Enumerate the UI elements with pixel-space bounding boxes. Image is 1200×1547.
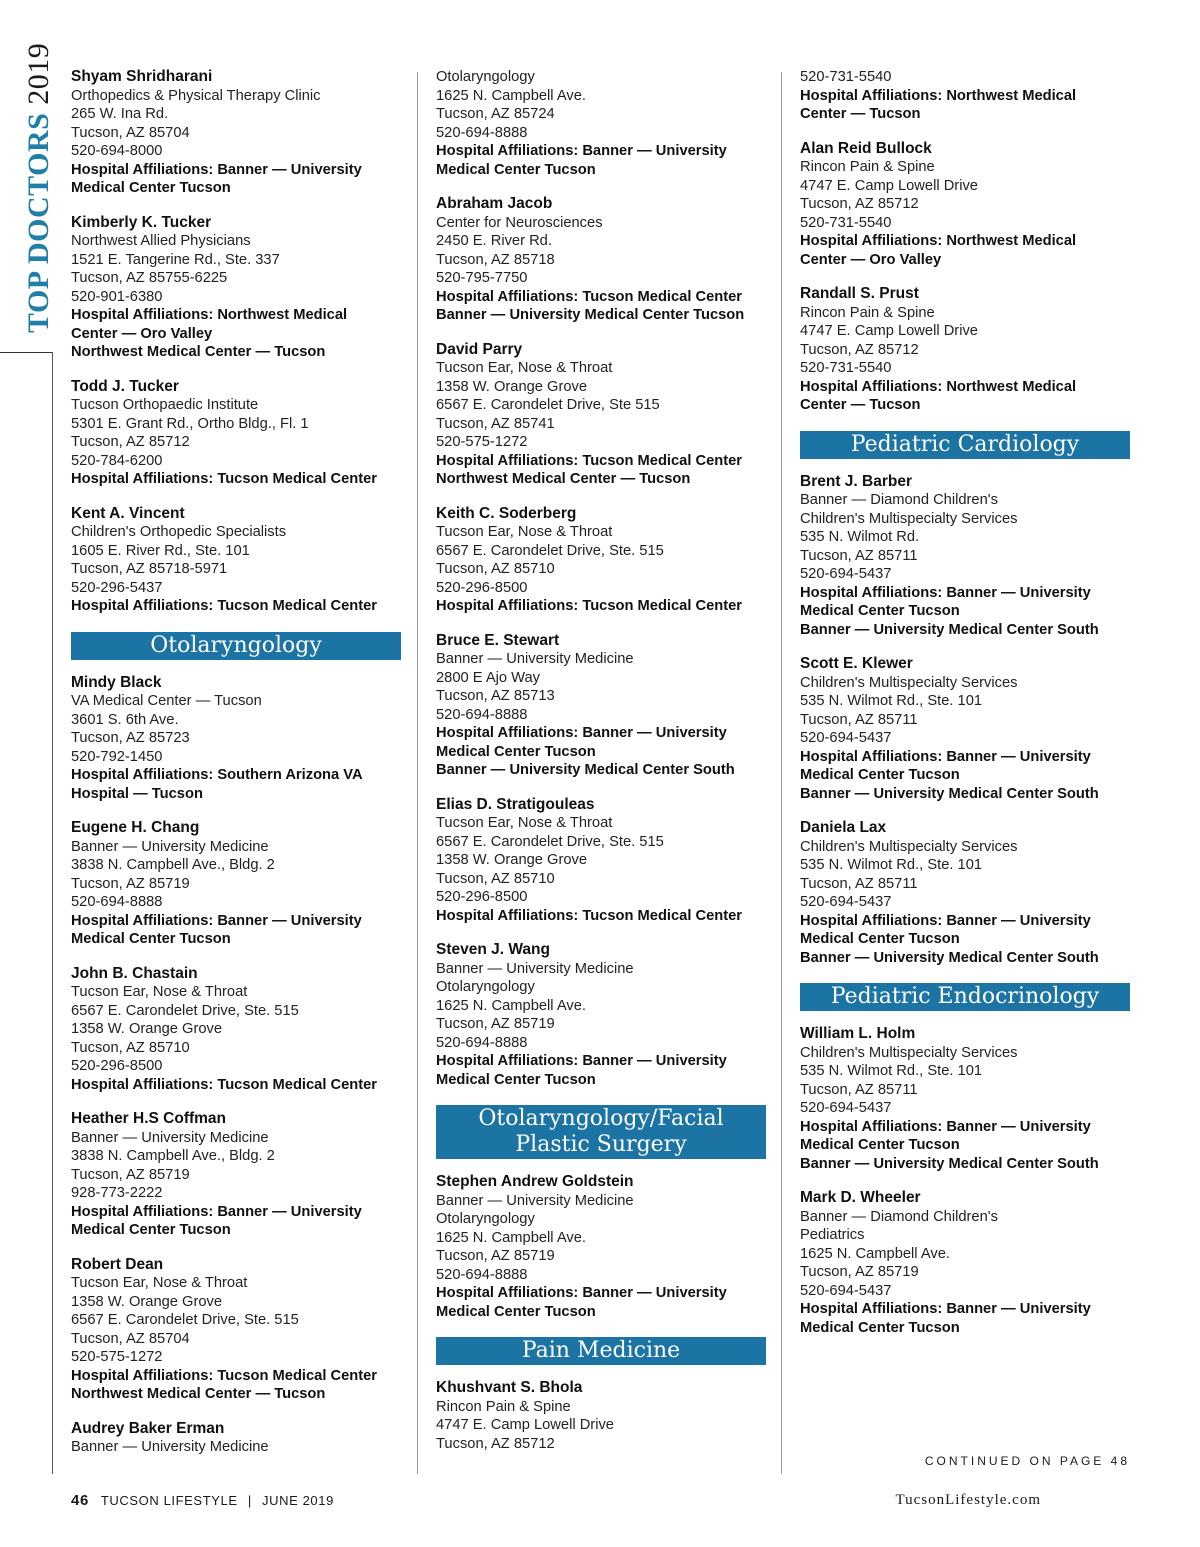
magazine-name: TUCSON LIFESTYLE — [100, 1493, 238, 1508]
doctor-name: Robert Dean — [71, 1255, 164, 1273]
hospital-affiliation: Hospital Affiliations: Banner — University — [800, 1118, 1091, 1135]
doctor-detail-line: 2450 E. River Rd. — [436, 233, 552, 249]
doctor-entry — [800, 140, 1130, 270]
doctor-detail-line: 1358 W. Orange Grove — [71, 1021, 223, 1037]
doctor-detail-line: Tucson, AZ 85719 — [436, 1016, 555, 1032]
doctor-detail-line: 520-784-6200 — [71, 452, 163, 469]
doctor-detail-line: Otolaryngology — [436, 69, 535, 85]
doctor-name: Shyam Shridharani — [71, 68, 213, 85]
hospital-affiliation: Hospital Affiliations: Tucson Medical Center — [71, 598, 378, 614]
doctor-detail-line: Rincon Pain & Spine — [800, 304, 935, 321]
hospital-affiliation: Medical Center Tucson — [800, 603, 960, 619]
doctor-detail-line: 3601 S. 6th Ave. — [71, 711, 179, 728]
doctor-detail-line: 6567 E. Carondelet Drive, Ste. 515 — [71, 1312, 299, 1328]
doctor-detail-line: Banner — Diamond Children's — [800, 492, 998, 508]
doctor-detail-line: 1358 W. Orange Grove — [71, 1293, 223, 1310]
doctor-detail-line: Banner — University Medicine — [71, 1129, 269, 1146]
doctor-name: Eugene H. Chang — [71, 819, 200, 836]
doctor-detail-line: 520-731-5540 — [800, 214, 892, 231]
doctor-detail-line: 6567 E. Carondelet Drive, Ste. 515 — [436, 542, 664, 559]
doctor-entry — [71, 1110, 401, 1240]
hospital-affiliation: Hospital Affiliations: Tucson Medical Center — [436, 288, 743, 305]
doctor-name: Stephen Andrew Goldstein — [436, 1173, 634, 1190]
side-title-year: 2019 — [22, 42, 55, 105]
column-divider — [781, 72, 782, 1474]
doctor-detail-line: Children's Multispecialty Services — [800, 510, 1018, 527]
doctor-entry — [800, 655, 1130, 803]
doctor-name: Randall S. Prust — [800, 285, 919, 302]
doctor-detail-line: 535 N. Wilmot Rd., Ste. 101 — [800, 1063, 983, 1079]
doctor-detail-line: 520-296-8500 — [436, 579, 528, 596]
hospital-affiliation: Hospital Affiliations: Northwest Medical — [71, 307, 348, 323]
footer-folio — [71, 1492, 334, 1509]
doctor-detail-line: 535 N. Wilmot Rd., Ste. 101 — [800, 693, 983, 709]
doctor-name: Heather H.S Coffman — [71, 1110, 227, 1127]
hospital-affiliation: Hospital Affiliations: Northwest Medical — [800, 378, 1077, 395]
doctor-name: Scott E. Klewer — [800, 655, 913, 672]
doctor-entry — [436, 505, 766, 616]
doctor-detail-line: 520-731-5540 — [800, 360, 892, 376]
doctor-detail-line: Tucson Ear, Nose & Throat — [71, 984, 248, 1000]
doctor-detail-line: Tucson, AZ 85710 — [71, 1039, 190, 1056]
doctor-detail-line: 520-694-8888 — [436, 1034, 528, 1051]
side-title — [21, 43, 57, 333]
doctor-detail-line: 520-792-1450 — [71, 748, 163, 765]
hospital-affiliation: Medical Center Tucson — [800, 767, 960, 783]
doctor-detail-line: 1625 N. Campbell Ave. — [800, 1245, 950, 1262]
doctor-detail-line: Children's Multispecialty Services — [800, 1044, 1018, 1061]
hospital-affiliation: Banner — University Medical Center South — [800, 949, 1099, 966]
doctor-detail-line: 2800 E Ajo Way — [436, 669, 540, 686]
doctor-detail-line: 520-694-8888 — [436, 706, 528, 723]
hospital-affiliation: Hospital Affiliations: Tucson Medical Center — [71, 471, 378, 487]
hospital-affiliation: Center — Tucson — [800, 106, 921, 122]
hospital-affiliation: Medical Center Tucson — [800, 1319, 960, 1336]
hospital-affiliation: Hospital Affiliations: Banner — University — [436, 1053, 727, 1069]
doctor-detail-line: 520-694-8888 — [436, 124, 528, 141]
doctor-name: Abraham Jacob — [436, 195, 553, 212]
side-divider — [52, 352, 53, 1474]
column-divider — [417, 72, 418, 1474]
hospital-affiliation: Medical Center Tucson — [800, 1137, 960, 1153]
doctor-detail-line: 520-731-5540 — [800, 69, 892, 85]
doctor-detail-line: Tucson, AZ 85711 — [800, 711, 918, 728]
doctor-name: Daniela Lax — [800, 819, 887, 836]
doctor-detail-line: Orthopedics & Physical Therapy Clinic — [71, 87, 321, 104]
doctor-detail-line: 6567 E. Carondelet Drive, Ste. 515 — [71, 1002, 299, 1019]
hospital-affiliation: Hospital Affiliations: Northwest Medical — [800, 87, 1077, 104]
doctor-detail-line: Tucson, AZ 85710 — [436, 561, 555, 577]
section-title-line: Pediatric Endocrinology — [830, 984, 1100, 1009]
doctor-name: Keith C. Soderberg — [436, 504, 577, 522]
doctor-detail-line: 520-694-5437 — [800, 730, 892, 746]
doctor-name: Elias D. Stratigouleas — [436, 795, 595, 813]
hospital-affiliation: Hospital Affiliations: Banner — University — [71, 161, 362, 178]
doctor-detail-line: Banner — University Medicine — [436, 651, 634, 667]
doctor-name: Steven J. Wang — [436, 941, 550, 958]
side-rule — [0, 352, 52, 353]
doctor-detail-line: 520-795-7750 — [436, 270, 528, 286]
doctor-detail-line: Banner — Diamond Children's — [800, 1208, 998, 1225]
doctor-detail-line: 520-296-8500 — [436, 889, 528, 905]
doctor-entry — [800, 819, 1130, 967]
doctor-entry — [800, 1025, 1130, 1173]
doctor-name: Bruce E. Stewart — [436, 631, 560, 649]
doctor-detail-line: 520-694-5437 — [800, 1282, 892, 1299]
doctor-detail-line: Banner — University Medicine — [71, 1439, 269, 1455]
doctor-detail-line: Otolaryngology — [436, 1211, 535, 1227]
section-header — [436, 1105, 766, 1159]
doctor-entry — [71, 965, 401, 1095]
hospital-affiliation: Medical Center Tucson — [800, 931, 960, 947]
section-title-line: Otolaryngology/Facial — [478, 1106, 724, 1131]
doctor-detail-line: 520-575-1272 — [436, 434, 528, 450]
hospital-affiliation: Medical Center Tucson — [436, 1303, 596, 1320]
doctor-detail-line: 520-575-1272 — [71, 1349, 163, 1365]
doctor-detail-line: 535 N. Wilmot Rd. — [800, 529, 920, 545]
doctor-detail-line: Tucson, AZ 85712 — [436, 1435, 555, 1452]
doctor-detail-line: Tucson, AZ 85719 — [71, 875, 190, 892]
doctor-detail-line: 520-694-8000 — [71, 143, 163, 159]
hospital-affiliation: Medical Center Tucson — [71, 1222, 231, 1238]
doctor-detail-line: 265 W. Ina Rd. — [71, 106, 169, 122]
doctor-detail-line: Otolaryngology — [436, 979, 535, 995]
doctor-entry — [800, 285, 1130, 415]
page-number: 46 — [71, 1492, 89, 1509]
section-title-line: Pediatric Cardiology — [850, 431, 1080, 457]
doctor-entry — [436, 796, 766, 926]
doctor-name: John B. Chastain — [71, 964, 198, 982]
doctor-detail-line: 1521 E. Tangerine Rd., Ste. 337 — [71, 251, 280, 268]
hospital-affiliation: Hospital Affiliations: Northwest Medical — [800, 233, 1077, 249]
doctor-detail-line: 520-694-8888 — [436, 1266, 528, 1283]
doctor-detail-line: Tucson Ear, Nose & Throat — [436, 815, 613, 831]
doctor-detail-line: 4747 E. Camp Lowell Drive — [436, 1417, 614, 1433]
hospital-affiliation: Hospital Affiliations: Tucson Medical Center — [71, 1076, 378, 1093]
doctor-detail-line: Tucson Orthopaedic Institute — [71, 397, 259, 413]
website-url: TucsonLifestyle.com — [895, 1492, 1041, 1508]
hospital-affiliation: Hospital Affiliations: Tucson Medical Center — [71, 1367, 378, 1384]
doctor-detail-line: Tucson, AZ 85712 — [800, 341, 919, 358]
doctor-name: Todd J. Tucker — [71, 377, 179, 395]
doctor-detail-line: Pediatrics — [800, 1227, 865, 1243]
doctor-detail-line: Tucson, AZ 85718-5971 — [71, 561, 228, 577]
doctor-entry — [71, 674, 401, 804]
doctor-name: Alan Reid Bullock — [800, 139, 932, 157]
doctor-entry — [71, 1256, 401, 1404]
hospital-affiliation: Center — Tucson — [800, 397, 921, 413]
hospital-affiliation: Hospital Affiliations: Banner — University — [436, 725, 727, 741]
doctor-name: Audrey Baker Erman — [71, 1419, 225, 1437]
doctor-detail-line: Banner — University Medicine — [436, 1192, 634, 1209]
hospital-affiliation: Hospital Affiliations: Banner — University — [71, 1203, 362, 1220]
doctor-entry — [436, 68, 766, 179]
column-1 — [71, 68, 401, 1473]
doctor-detail-line: 3838 N. Campbell Ave., Bldg. 2 — [71, 1148, 275, 1164]
doctor-detail-line: Banner — University Medicine — [436, 960, 634, 977]
doctor-detail-line: 5301 E. Grant Rd., Ortho Bldg., Fl. 1 — [71, 415, 309, 432]
section-header — [800, 983, 1130, 1011]
doctor-entry — [800, 68, 1130, 124]
hospital-affiliation: Hospital Affiliations: Banner — University — [800, 584, 1091, 601]
doctor-entry — [71, 1420, 401, 1457]
hospital-affiliation: Hospital Affiliations: Tucson Medical Center — [436, 907, 743, 924]
doctor-detail-line: 520-694-5437 — [800, 894, 892, 910]
doctor-detail-line: 520-694-5437 — [800, 1100, 892, 1116]
doctor-detail-line: Tucson, AZ 85741 — [436, 415, 555, 432]
doctor-detail-line: Tucson, AZ 85704 — [71, 124, 190, 141]
doctor-detail-line: Tucson Ear, Nose & Throat — [436, 524, 613, 540]
section-header — [71, 632, 401, 660]
doctor-detail-line: 535 N. Wilmot Rd., Ste. 101 — [800, 857, 983, 873]
hospital-affiliation: Banner — University Medical Center Tucson — [436, 307, 745, 323]
hospital-affiliation: Medical Center Tucson — [71, 180, 231, 196]
doctor-detail-line: 4747 E. Camp Lowell Drive — [800, 323, 978, 339]
doctor-entry — [71, 68, 401, 198]
doctor-detail-line: Tucson Ear, Nose & Throat — [436, 360, 613, 376]
doctor-entry — [71, 505, 401, 616]
doctor-detail-line: Tucson, AZ 85711 — [800, 1081, 918, 1098]
doctor-detail-line: Banner — University Medicine — [71, 838, 269, 855]
doctor-detail-line: 3838 N. Campbell Ave., Bldg. 2 — [71, 857, 275, 873]
doctor-detail-line: 520-901-6380 — [71, 288, 163, 305]
column-3 — [800, 68, 1130, 1353]
doctor-entry — [436, 941, 766, 1089]
doctor-detail-line: Children's Multispecialty Services — [800, 838, 1018, 855]
doctor-detail-line: 1625 N. Campbell Ave. — [436, 997, 586, 1014]
hospital-affiliation: Medical Center Tucson — [436, 161, 596, 178]
doctor-entry — [71, 819, 401, 949]
hospital-affiliation: Hospital Affiliations: Banner — University — [800, 1301, 1091, 1317]
hospital-affiliation: Medical Center Tucson — [71, 931, 231, 947]
doctor-detail-line: Tucson, AZ 85710 — [436, 870, 555, 887]
section-title-line: Pain Medicine — [521, 1338, 681, 1363]
doctor-name: Khushvant S. Bhola — [436, 1379, 583, 1396]
doctor-name: Kent A. Vincent — [71, 504, 185, 522]
doctor-detail-line: 6567 E. Carondelet Drive, Ste. 515 — [436, 833, 664, 850]
doctor-detail-line: Tucson, AZ 85712 — [71, 434, 190, 450]
doctor-detail-line: Center for Neurosciences — [436, 214, 603, 231]
doctor-detail-line: 1358 W. Orange Grove — [436, 852, 588, 868]
column-2 — [436, 68, 766, 1469]
doctor-detail-line: 4747 E. Camp Lowell Drive — [800, 177, 978, 194]
doctor-name: David Parry — [436, 340, 523, 358]
doctor-detail-line: Tucson, AZ 85719 — [71, 1166, 190, 1183]
doctor-entry — [800, 1189, 1130, 1337]
doctor-detail-line: 1625 N. Campbell Ave. — [436, 87, 586, 104]
doctor-detail-line: Tucson Ear, Nose & Throat — [71, 1275, 248, 1291]
doctor-detail-line: 520-296-8500 — [71, 1058, 163, 1074]
doctor-entry — [436, 632, 766, 780]
doctor-detail-line: Tucson, AZ 85718 — [436, 251, 555, 268]
side-title-main: TOP DOCTORS — [22, 112, 55, 333]
hospital-affiliation: Hospital Affiliations: Banner — University — [436, 143, 727, 159]
hospital-affiliation: Banner — University Medical Center South — [436, 762, 735, 778]
section-title-line: Plastic Surgery — [515, 1132, 687, 1157]
doctor-detail-line: Tucson, AZ 85711 — [800, 547, 918, 564]
doctor-name: William L. Holm — [800, 1025, 916, 1042]
doctor-name: Mark D. Wheeler — [800, 1189, 921, 1206]
hospital-affiliation: Banner — University Medical Center South — [800, 785, 1099, 802]
issue-date: JUNE 2019 — [262, 1493, 334, 1508]
doctor-detail-line: Rincon Pain & Spine — [436, 1398, 571, 1415]
doctor-detail-line: 6567 E. Carondelet Drive, Ste 515 — [436, 397, 660, 413]
section-title-line: Otolaryngology — [150, 632, 322, 658]
doctor-detail-line: 520-296-5437 — [71, 579, 163, 596]
doctor-detail-line: Tucson, AZ 85712 — [800, 196, 919, 212]
doctor-name: Kimberly K. Tucker — [71, 213, 212, 231]
hospital-affiliation: Hospital Affiliations: Tucson Medical Center — [436, 598, 743, 614]
doctor-detail-line: Tucson, AZ 85723 — [71, 730, 190, 746]
doctor-entry — [436, 195, 766, 325]
hospital-affiliation: Banner — University Medical Center South — [800, 621, 1099, 638]
doctor-detail-line: Tucson, AZ 85711 — [800, 875, 918, 892]
hospital-affiliation: Medical Center Tucson — [436, 743, 596, 760]
doctor-entry — [71, 214, 401, 362]
hospital-affiliation: Center — Oro Valley — [71, 325, 213, 342]
doctor-detail-line: VA Medical Center — Tucson — [71, 693, 262, 709]
hospital-affiliation: Center — Oro Valley — [800, 251, 942, 268]
hospital-affiliation: Northwest Medical Center — Tucson — [71, 1386, 326, 1402]
doctor-detail-line: Rincon Pain & Spine — [800, 159, 935, 175]
hospital-affiliation: Hospital Affiliations: Tucson Medical Center — [436, 452, 743, 469]
doctor-detail-line: 520-694-8888 — [71, 894, 163, 910]
doctor-detail-line: Tucson, AZ 85724 — [436, 106, 555, 122]
hospital-affiliation: Medical Center Tucson — [436, 1071, 596, 1088]
hospital-affiliation: Hospital Affiliations: Banner — University — [71, 912, 362, 929]
doctor-detail-line: Children's Orthopedic Specialists — [71, 524, 287, 540]
doctor-entry — [800, 473, 1130, 640]
doctor-detail-line: Tucson, AZ 85719 — [800, 1264, 919, 1280]
section-header — [800, 431, 1130, 459]
doctor-detail-line: Children's Multispecialty Services — [800, 674, 1018, 691]
hospital-affiliation: Northwest Medical Center — Tucson — [436, 471, 691, 487]
doctor-detail-line: Tucson, AZ 85719 — [436, 1248, 555, 1264]
doctor-name: Mindy Black — [71, 673, 162, 691]
doctor-detail-line: 520-694-5437 — [800, 566, 892, 582]
doctor-entry — [71, 378, 401, 489]
hospital-affiliation: Hospital Affiliations: Banner — University — [436, 1285, 727, 1301]
doctor-entry — [436, 341, 766, 489]
doctor-detail-line: 1625 N. Campbell Ave. — [436, 1229, 586, 1246]
hospital-affiliation: Banner — University Medical Center South — [800, 1155, 1099, 1172]
hospital-affiliation: Hospital Affiliations: Banner — University — [800, 748, 1091, 765]
doctor-detail-line: 1358 W. Orange Grove — [436, 378, 588, 395]
section-header — [436, 1337, 766, 1365]
doctor-detail-line: Tucson, AZ 85755-6225 — [71, 270, 228, 286]
hospital-affiliation: Hospital Affiliations: Southern Arizona VA — [71, 767, 363, 783]
doctor-entry — [436, 1173, 766, 1321]
doctor-detail-line: Northwest Allied Physicians — [71, 233, 251, 249]
hospital-affiliation: Hospital Affiliations: Banner — University — [800, 912, 1091, 929]
footer-separator: | — [247, 1493, 252, 1508]
continued-note: CONTINUED ON PAGE 48 — [924, 1454, 1130, 1468]
doctor-detail-line: 1605 E. River Rd., Ste. 101 — [71, 542, 250, 559]
hospital-affiliation: Hospital — Tucson — [71, 785, 203, 802]
doctor-name: Brent J. Barber — [800, 472, 912, 490]
doctor-detail-line: 928-773-2222 — [71, 1185, 163, 1201]
doctor-detail-line: Tucson, AZ 85704 — [71, 1330, 190, 1347]
doctor-entry — [436, 1379, 766, 1453]
doctor-detail-line: Tucson, AZ 85713 — [436, 688, 555, 704]
hospital-affiliation: Northwest Medical Center — Tucson — [71, 344, 326, 360]
